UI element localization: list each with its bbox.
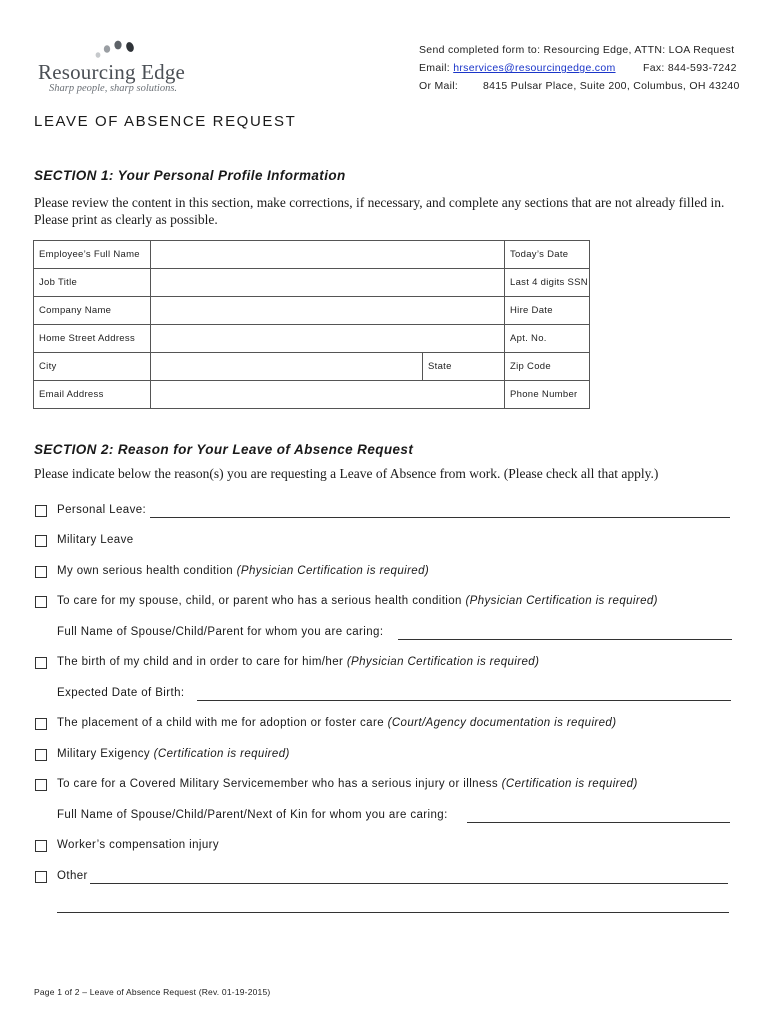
- table-row: [34, 353, 590, 381]
- todays-date-label: Today’s Date: [505, 241, 590, 269]
- adoption-checkbox[interactable]: [35, 718, 47, 730]
- email-line: [419, 62, 616, 74]
- fax-line: Fax: 844-593-7242: [643, 62, 737, 74]
- table-row: [34, 325, 590, 353]
- full-name-label: Employee’s Full Name: [34, 241, 151, 269]
- mail-address: 8415 Pulsar Place, Suite 200, Columbus, OH 43240: [483, 80, 740, 92]
- city-label: City: [34, 353, 151, 381]
- page-footer: Page 1 of 2 – Leave of Absence Request (Rev. 01-19-2015): [34, 987, 271, 997]
- full-name-input[interactable]: [151, 241, 504, 268]
- servicemember-text: To care for a Covered Military Servicemember who has a serious injury or illness: [57, 778, 502, 790]
- due-date-line[interactable]: [197, 700, 731, 701]
- company-name-label: Company Name: [34, 297, 151, 325]
- zip-label: Zip Code: [505, 353, 590, 381]
- military-exigency-note: (Certification is required): [153, 748, 290, 760]
- personal-leave-label: Personal Leave:: [57, 504, 147, 516]
- personal-leave-checkbox[interactable]: [35, 505, 47, 517]
- other-label: Other: [57, 870, 88, 882]
- military-exigency-text: Military Exigency: [57, 748, 154, 760]
- adoption-text: The placement of a child with me for adoption or foster care: [57, 717, 388, 729]
- servicemember-label: [57, 778, 638, 790]
- company-name-input[interactable]: [151, 297, 504, 324]
- table-row: [34, 381, 590, 409]
- kin-name-line[interactable]: [467, 822, 730, 823]
- send-to-line: Send completed form to: Resourcing Edge, ATTN: LOA Request: [419, 44, 735, 56]
- table-row: [34, 297, 590, 325]
- profile-table: [33, 240, 590, 409]
- job-title-input[interactable]: [151, 269, 504, 296]
- address-input[interactable]: [151, 325, 504, 352]
- due-date-label: Expected Date of Birth:: [57, 687, 185, 699]
- workers-comp-label: Worker’s compensation injury: [57, 839, 220, 851]
- document-title: LEAVE OF ABSENCE REQUEST: [34, 113, 297, 130]
- email-address-label: Email Address: [34, 381, 151, 409]
- address-label: Home Street Address: [34, 325, 151, 353]
- birth-note: (Physician Certification is required): [346, 656, 540, 668]
- care-family-label: [57, 595, 658, 607]
- care-family-note: (Physician Certification is required): [465, 595, 658, 607]
- kin-name-label: Full Name of Spouse/Child/Parent/Next of Kin for whom you are caring:: [57, 809, 448, 821]
- logo-dots-icon: [94, 40, 144, 62]
- military-leave-label: Military Leave: [57, 534, 134, 546]
- hire-date-label: Hire Date: [505, 297, 590, 325]
- birth-label: [57, 656, 539, 668]
- workers-comp-checkbox[interactable]: [35, 840, 47, 852]
- section2-intro: Please indicate below the reason(s) you are requesting a Leave of Absence from work. (Please check all that apply.): [34, 466, 659, 481]
- section1-heading: SECTION 1: Your Personal Profile Information: [34, 168, 346, 183]
- servicemember-note: (Certification is required): [501, 778, 638, 790]
- adoption-note: (Court/Agency documentation is required): [387, 717, 617, 729]
- own-health-text: My own serious health condition: [57, 565, 237, 577]
- own-health-label: [57, 565, 429, 577]
- email-label: Email:: [419, 62, 450, 74]
- birth-checkbox[interactable]: [35, 657, 47, 669]
- own-health-note: (Physician Certification is required): [236, 565, 430, 577]
- company-logo: [38, 40, 208, 98]
- adoption-label: [57, 717, 616, 729]
- birth-text: The birth of my child and in order to care for him/her: [57, 656, 347, 668]
- email-address-input[interactable]: [151, 381, 504, 408]
- mail-label: Or Mail:: [419, 80, 459, 92]
- other-line-2[interactable]: [57, 912, 729, 913]
- personal-leave-line[interactable]: [150, 517, 730, 518]
- other-line[interactable]: [90, 883, 728, 884]
- military-leave-checkbox[interactable]: [35, 535, 47, 547]
- spouse-name-label: Full Name of Spouse/Child/Parent for whom you are caring:: [57, 626, 384, 638]
- care-family-text: To care for my spouse, child, or parent who has a serious health condition: [57, 595, 466, 607]
- state-label: State: [423, 353, 505, 381]
- table-row: [34, 241, 590, 269]
- logo-wordmark: Resourcing Edge: [38, 60, 186, 84]
- own-health-checkbox[interactable]: [35, 566, 47, 578]
- spouse-name-line[interactable]: [398, 639, 732, 640]
- apt-label: Apt. No.: [505, 325, 590, 353]
- phone-label: Phone Number: [505, 381, 590, 409]
- military-exigency-checkbox[interactable]: [35, 749, 47, 761]
- other-checkbox[interactable]: [35, 871, 47, 883]
- email-link[interactable]: hrservices@resourcingedge.com: [453, 62, 616, 74]
- section1-intro: Please review the content in this section, make corrections, if necessary, and complete any sections that are not already filled in. Please print as clearly as possible.: [34, 195, 725, 227]
- care-family-checkbox[interactable]: [35, 596, 47, 608]
- job-title-label: Job Title: [34, 269, 151, 297]
- section2-heading: SECTION 2: Reason for Your Leave of Absence Request: [34, 442, 414, 457]
- logo-tagline: Sharp people, sharp solutions.: [49, 83, 178, 94]
- table-row: [34, 269, 590, 297]
- ssn-label: Last 4 digits SSN: [505, 269, 590, 297]
- city-input[interactable]: [151, 353, 422, 380]
- military-exigency-label: [57, 748, 290, 760]
- servicemember-checkbox[interactable]: [35, 779, 47, 791]
